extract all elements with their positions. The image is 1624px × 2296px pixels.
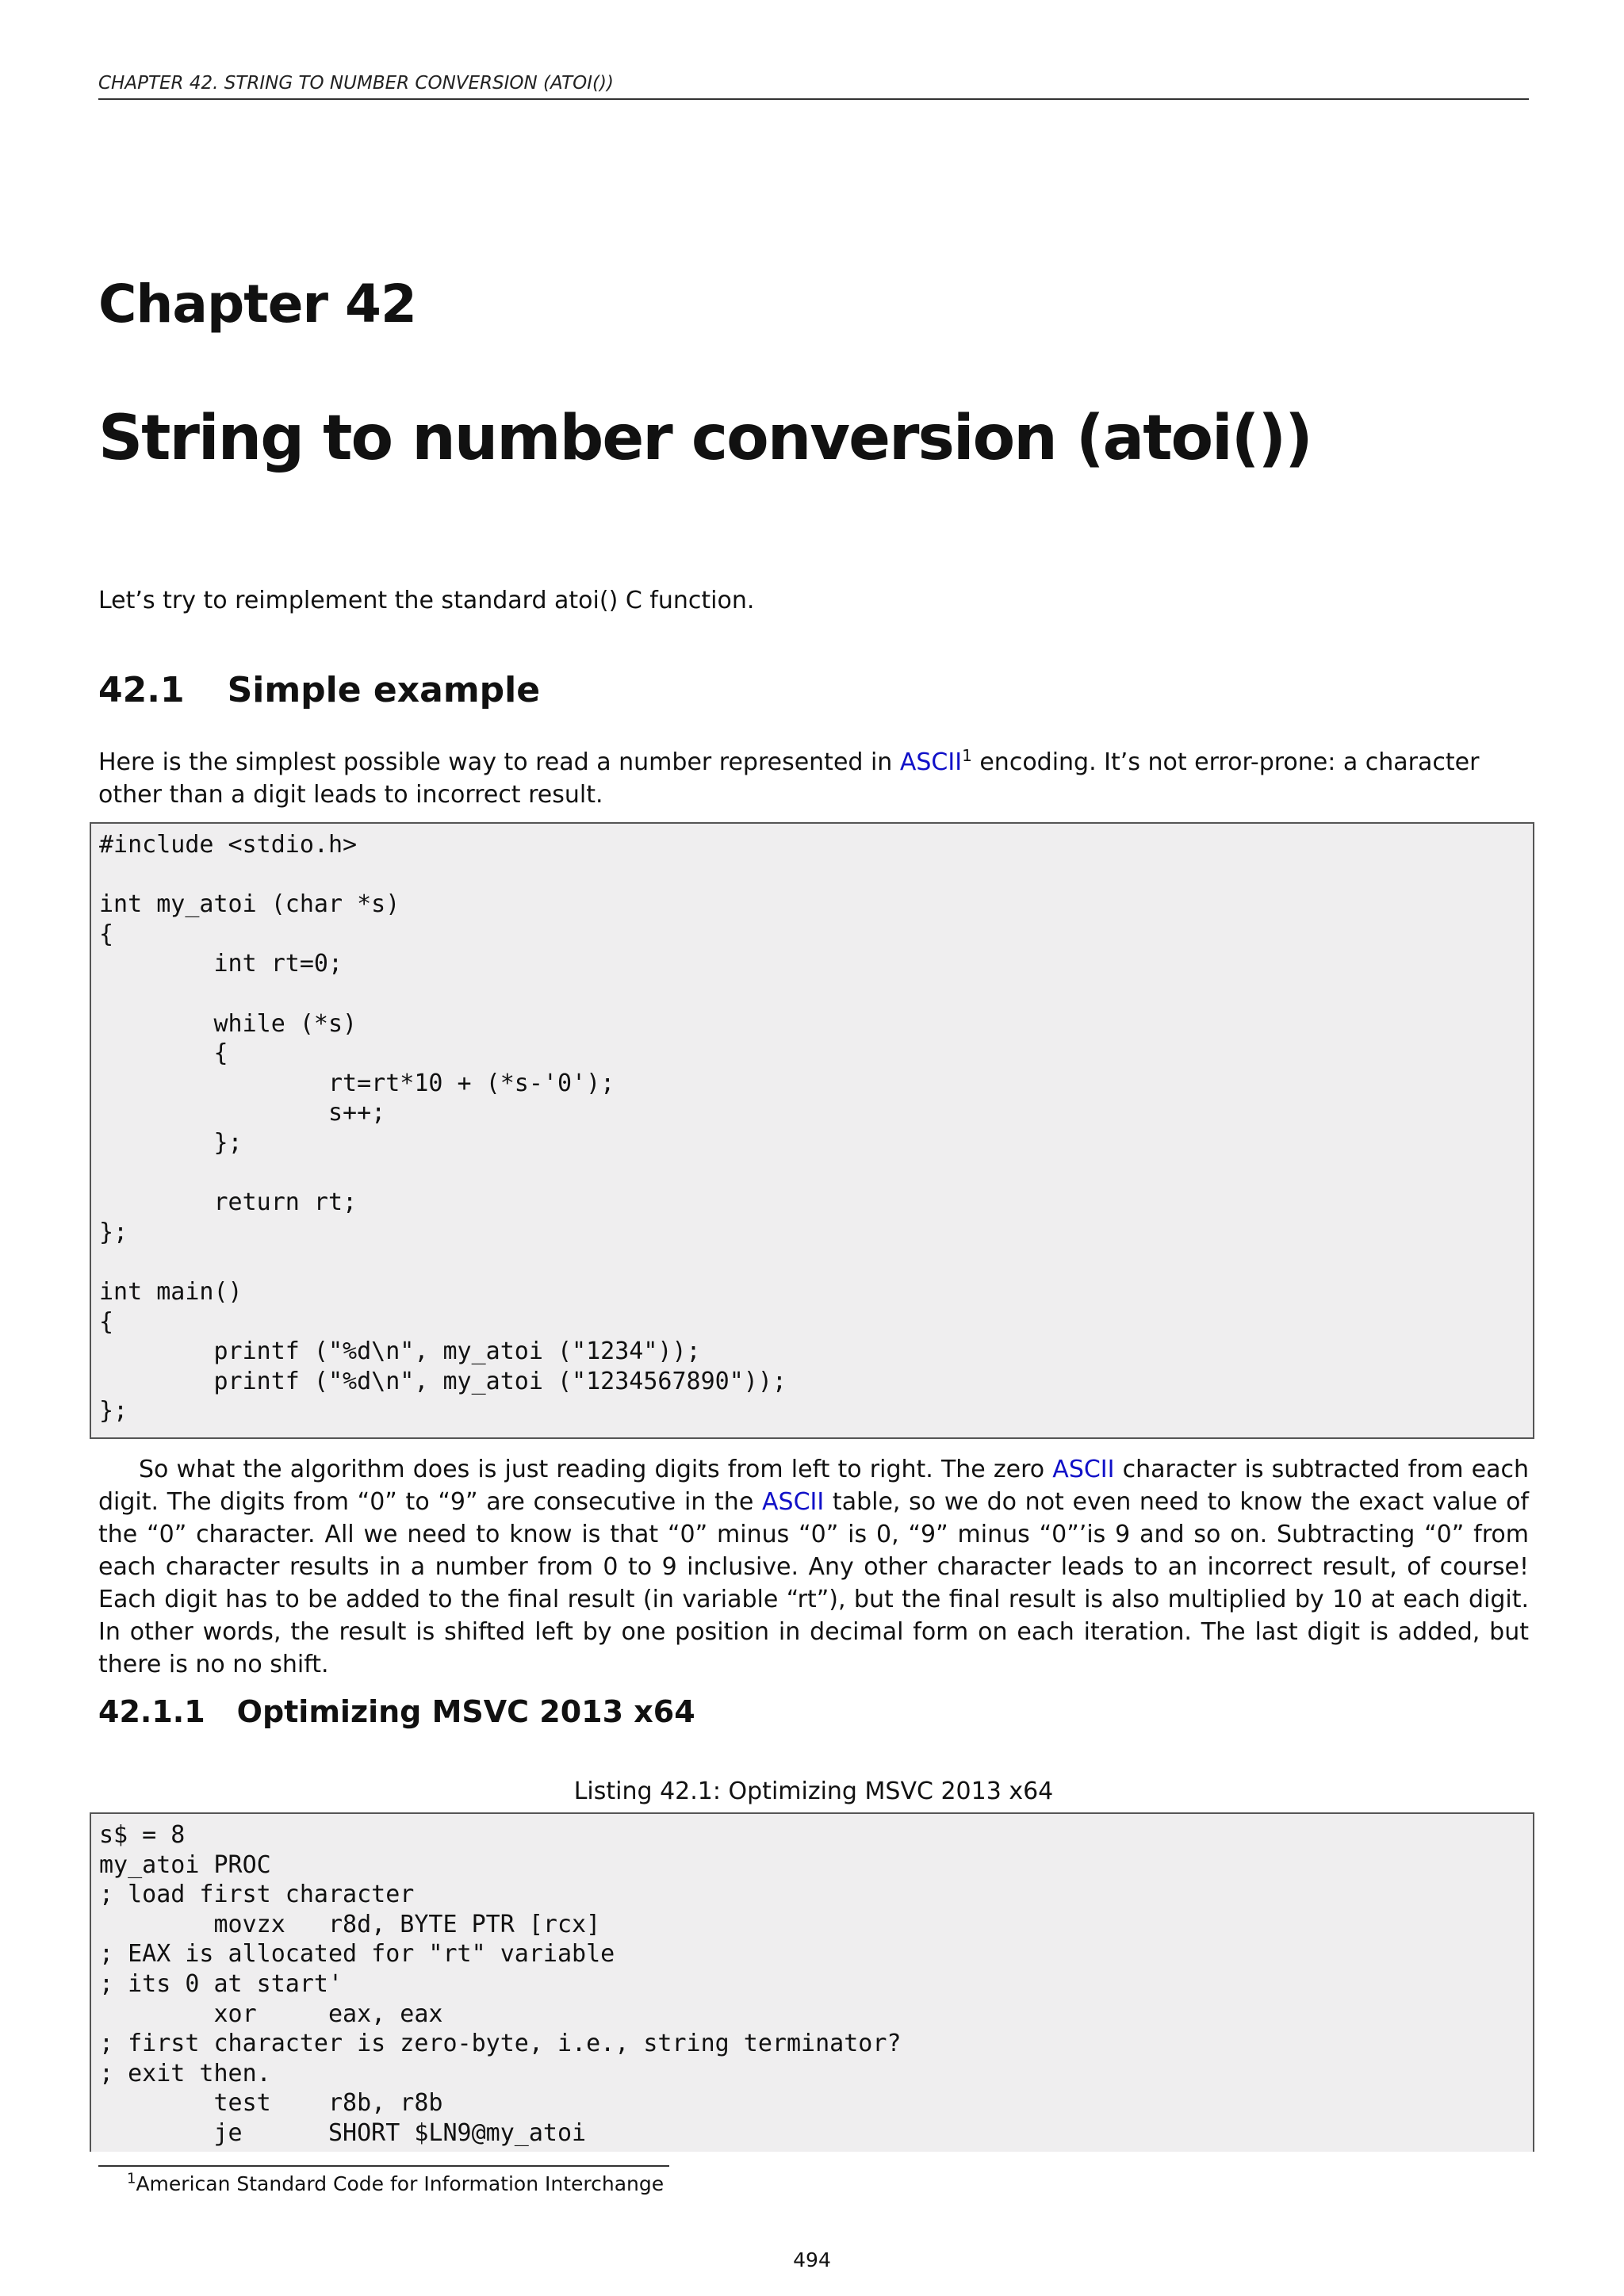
subsection-title: Optimizing MSVC 2013 x64 xyxy=(236,1694,695,1729)
para2-text-3: table, so we do not even need to know the exact value of the “0” character. All we need to know is that “0” minus “0” is 0, “9” minus “0”’is 9 and so on. Subtracting “0” from each character results in a number from 0 to 9 inclusive. Any other character leads to an incorrect result, of course! Each digit has to be added to the final result (in variable “rt”), but the final result is also multiplied by 10 at each digit. In other words, the result is shifted left by one position in decimal form on each iteration. The last digit is added, but there is no no shift. xyxy=(98,1488,1529,1678)
section-paragraph-1 xyxy=(98,746,1529,811)
section-paragraph-2 xyxy=(98,1453,1529,1681)
ascii-link-2[interactable]: ASCII xyxy=(1052,1456,1115,1483)
section-heading xyxy=(98,670,540,710)
ascii-link-3[interactable]: ASCII xyxy=(762,1488,825,1516)
footnote-text: American Standard Code for Information Interchange xyxy=(136,2172,665,2195)
intro-paragraph: Let’s try to reimplement the standard atoi() C function. xyxy=(98,587,755,614)
c-code-listing xyxy=(90,822,1534,1439)
para1-text-before: Here is the simplest possible way to read a number represented in xyxy=(98,748,900,776)
page-number: 494 xyxy=(793,2248,831,2271)
subsection-number: 42.1.1 xyxy=(98,1694,205,1729)
chapter-title: String to number conversion (atoi()) xyxy=(98,403,1312,474)
section-number: 42.1 xyxy=(98,670,185,710)
subsection-heading xyxy=(98,1694,695,1729)
para2-text-1: So what the algorithm does is just reading digits from left to right. The zero xyxy=(139,1456,1053,1483)
ascii-link[interactable]: ASCII xyxy=(899,748,963,776)
para2-text-2: character is subtracted from each digit. The digits from “0” to “9” are consecutive in the xyxy=(98,1456,1529,1516)
chapter-label: Chapter 42 xyxy=(98,274,416,335)
footnote xyxy=(127,2172,664,2195)
footnote-rule xyxy=(98,2165,669,2167)
footnote-mark: 1 xyxy=(127,2170,136,2187)
section-title: Simple example xyxy=(227,670,541,710)
running-header: CHAPTER 42. STRING TO NUMBER CONVERSION (ATOI()) xyxy=(98,70,1529,100)
footnote-ref[interactable]: 1 xyxy=(962,746,972,765)
c-code-text: #include <stdio.h> int my_atoi (char *s) { int rt=0; while (*s) { rt=rt*10 + (*s-'0'); s++; }; return rt; }; int main() { printf ("%d\n", my_atoi ("1234")); printf ("%d\n", my_atoi ("1234567890")); }; xyxy=(99,831,787,1425)
listing-caption: Listing 42.1: Optimizing MSVC 2013 x64 xyxy=(573,1777,1054,1805)
para1-text-after: encoding. It’s not error-prone: a character other than a digit leads to incorrect result. xyxy=(98,748,1480,809)
asm-code-text: s$ = 8 my_atoi PROC ; load first character movzx r8d, BYTE PTR [rcx] ; EAX is allocated for "rt" variable ; its 0 at start' xor eax, eax ; first character is zero-byte, i.e., string terminator? ; exit then. test r8b, r8b je SHORT $LN9@my_atoi xyxy=(99,1821,902,2147)
asm-code-listing xyxy=(90,1812,1534,2152)
